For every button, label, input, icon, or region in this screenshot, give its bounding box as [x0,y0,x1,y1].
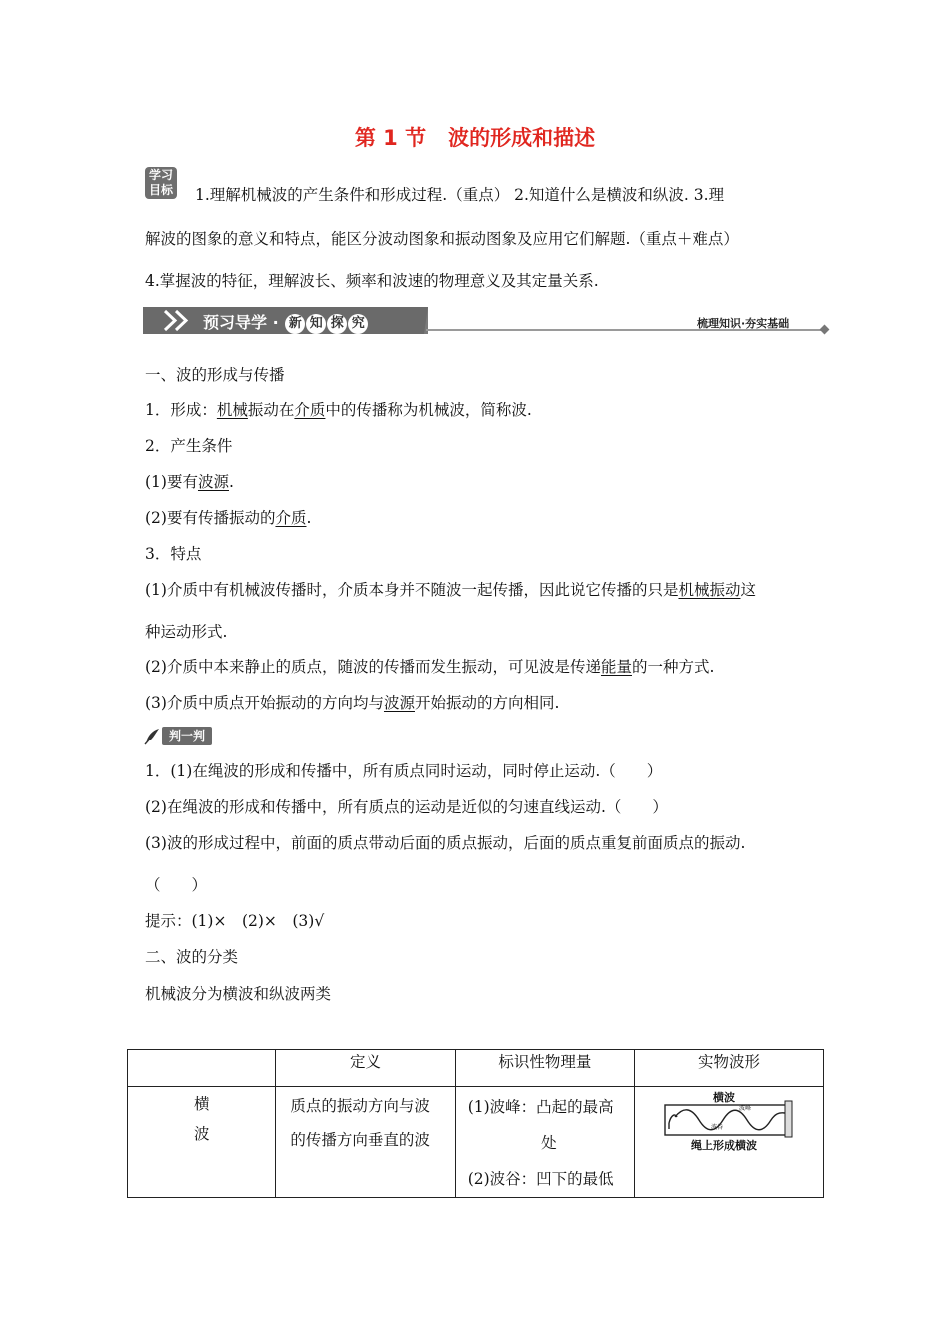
banner-label: 预习导学 [203,313,268,332]
diamond-icon [820,325,830,335]
sec1-item2: 2．产生条件 [145,437,233,455]
definition-line: 的传播方向垂直的波 [290,1131,430,1149]
table-row [128,1087,824,1198]
banner-chip: 探 [327,314,347,334]
text: 1．形成： [145,401,217,419]
key-term: 机械振动 [678,581,741,599]
section-number: 第 1 节 [354,126,427,150]
judge-label: 判一判 [162,727,212,745]
judge-q3: (3)波的形成过程中，前面的质点带动后面的质点振动，后面的质点重复前面质点的振动. [145,834,746,852]
definition-cell [276,1087,455,1198]
text: . [306,509,312,527]
badge-line-1: 学习 [148,168,173,182]
text: (2)介质中本来静止的质点，随波的传播而发生振动，可见波是传递 [145,658,601,676]
key-term: 介质 [294,401,326,419]
page-title [0,122,950,152]
text: (1)要有 [145,473,198,491]
judge-q3-blank: （ ） [145,876,208,894]
banner-tagline: 梳理知识·夯实基础 [697,317,790,330]
figure-caption: 绳上形成横波 [691,1139,758,1152]
text: (1)介质中有机械波传播时，介质本身并不随波一起传播，因此说它传播的只是 [145,581,679,599]
judge-q2: (2)在绳波的形成和传播中，所有质点的运动是近似的匀速直线运动.（ ） [145,798,668,816]
waveform-cell [635,1087,824,1198]
quantity-line: (2)波谷：凹下的最低 [467,1170,614,1188]
trough-label: 波谷 [711,1124,724,1131]
objectives-line-3: 4.掌握波的特征，理解波长、频率和波速的物理意义及其定量关系. [145,272,599,290]
text: 这 [740,581,756,599]
judge-hint: 提示：(1)× (2)× (3)√ [145,912,325,930]
banner-dot: · [272,313,279,332]
sec1-heading: 一、波的形成与传播 [145,366,285,384]
sec2-intro: 机械波分为横波和纵波两类 [145,985,332,1003]
objectives-line-1: 1.理解机械波的产生条件和形成过程.（重点） 2.知道什么是横波和纵波. 3.理 [195,186,725,204]
text: (3)介质中质点开始振动的方向均与 [145,694,384,712]
banner-chip: 新 [285,314,305,334]
quill-icon [143,727,161,745]
row-name-cell [128,1087,276,1198]
sec1-feature1-cont: 种运动形式. [145,623,228,641]
figure-title: 横波 [713,1091,736,1104]
definition-line: 质点的振动方向与波 [290,1097,430,1115]
key-term: 能量 [600,658,632,676]
table-header-cell: 定义 [276,1050,455,1087]
quantity-line: 处 [541,1134,557,1152]
sec1-item1 [145,399,532,421]
wall-post [785,1101,792,1137]
sec1-feature3 [145,692,559,714]
sec1-feature2 [145,656,714,678]
key-term: 介质 [275,509,307,527]
text: . [228,473,234,491]
banner-chip: 知 [306,314,326,334]
row-name-char: 横 [193,1095,210,1113]
sec1-cond1 [145,471,234,493]
sec2-heading: 二、波的分类 [145,948,239,966]
section-topic: 波的形成和描述 [448,126,596,150]
section-banner [143,307,428,334]
crest-label: 波峰 [739,1105,752,1112]
judge-q1: 1．(1)在绳波的形成和传播中，所有质点同时运动，同时停止运动.（ ） [145,762,663,780]
sec1-item3: 3．特点 [145,545,202,563]
sec1-feature1 [145,579,756,601]
text: 振动在 [247,401,295,419]
row-name-char: 波 [193,1125,210,1143]
table-header-cell: 标识性物理量 [455,1050,634,1087]
text: 的一种方式. [631,658,715,676]
text: (2)要有传播振动的 [145,509,276,527]
objectives-line-2: 解波的图象的意义和特点，能区分波动图象和振动图象及应用它们解题.（重点＋难点） [145,230,739,248]
text: 中的传播称为机械波，简称波. [325,401,532,419]
table-header-cell: 实物波形 [635,1050,824,1087]
table-header-cell [128,1050,276,1087]
sec1-cond2 [145,507,311,529]
key-term: 机械 [216,401,248,419]
objectives-badge [145,167,177,199]
banner-chip: 究 [348,314,368,334]
wave-curve [675,1110,785,1130]
quantity-cell [455,1087,634,1198]
text: 开始振动的方向相同. [414,694,560,712]
badge-line-2: 目标 [148,183,173,197]
table-header-row [128,1050,824,1087]
quantity-line: (1)波峰：凸起的最高 [467,1098,614,1116]
transverse-wave-figure [661,1087,801,1159]
key-term: 波源 [197,473,229,491]
wave-type-table [127,1049,824,1198]
key-term: 波源 [383,694,415,712]
